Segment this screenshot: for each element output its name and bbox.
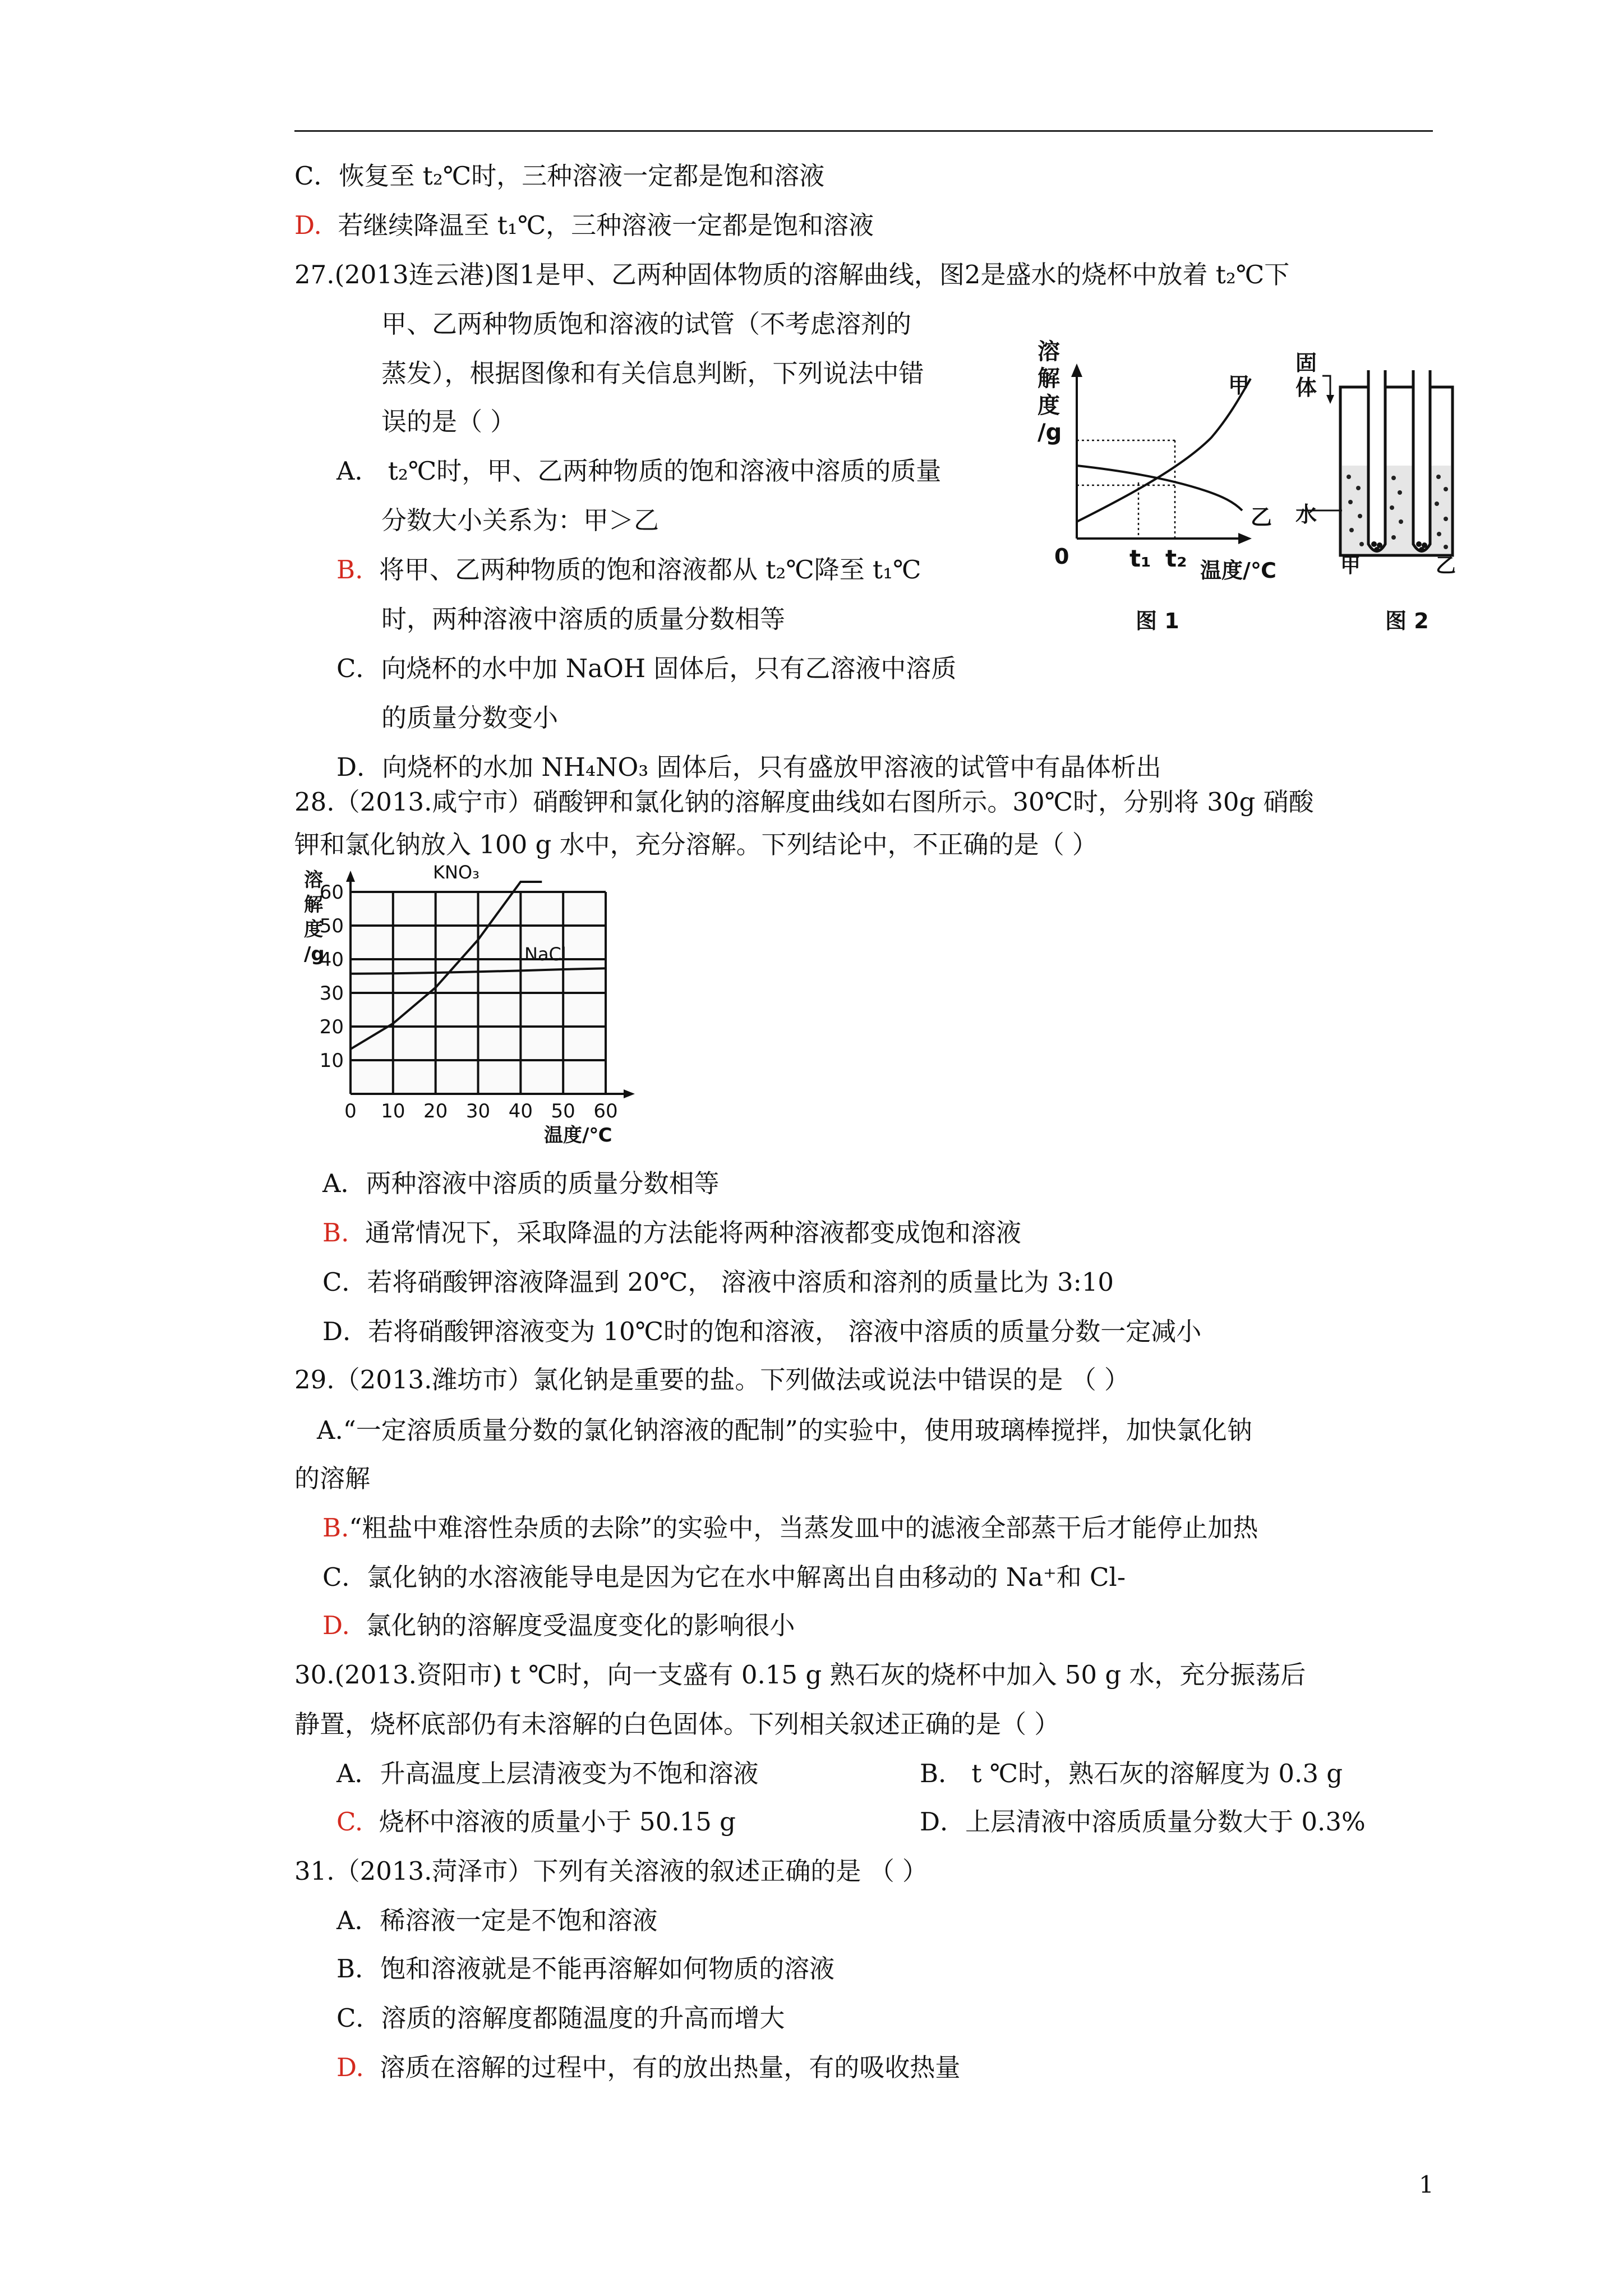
ylabel-char: 溶 <box>304 869 323 891</box>
option-text: 氯化钠的溶解度受温度变化的影响很小 <box>366 1611 795 1640</box>
fig2-pointer-head <box>1326 395 1334 404</box>
q29-option-d <box>322 1609 795 1642</box>
chart-x-arrow <box>624 1089 635 1098</box>
fig1-y-arrow <box>1071 364 1082 377</box>
answer-letter: C. <box>336 1807 363 1837</box>
answer-letter: B. <box>322 1513 349 1543</box>
page-number: 1 <box>1419 2171 1434 2198</box>
q27-stem-line2: 甲、乙两种物质饱和溶液的试管（不考虑溶剂的 <box>381 309 912 339</box>
q26-option-c: C．恢复至 t₂℃时，三种溶液一定都是饱和溶液 <box>294 161 825 191</box>
answer-letter: B. <box>336 555 363 585</box>
q27-option-b1 <box>336 553 921 587</box>
y-tick-label: 30 <box>319 982 344 1005</box>
fig1-ylabel-1: 解 <box>1038 366 1060 392</box>
q30-option-d: D．上层清液中溶质质量分数大于 0.3% <box>920 1807 1366 1837</box>
x-tick-label: 40 <box>508 1100 533 1122</box>
q27-figure-2 <box>1295 337 1475 651</box>
fig1-x-arrow <box>1238 533 1252 544</box>
ylabel-char: /g <box>304 943 325 965</box>
q28-solubility-chart <box>303 864 651 1156</box>
q31-option-d <box>336 2051 960 2085</box>
header-rule <box>294 130 1433 132</box>
option-text: 通常情况下，采取降温的方法能将两种溶液都变成饱和溶液 <box>365 1218 1021 1248</box>
chart-xlabel: 温度/℃ <box>544 1124 612 1147</box>
fig2-water: 水 <box>1295 502 1317 527</box>
q30-option-a: A．升高温度上层清液变为不饱和溶液 <box>336 1759 759 1788</box>
series-label: KNO₃ <box>433 864 479 883</box>
q31-option-b: B．饱和溶液就是不能再溶解如何物质的溶液 <box>336 1954 835 1984</box>
option-text: “粗盐中难溶性杂质的去除”的实验中，当蒸发皿中的滤液全部蒸干后才能停止加热 <box>349 1513 1258 1543</box>
q31-option-a: A．稀溶液一定是不饱和溶液 <box>336 1906 658 1935</box>
fig1-caption: 图 1 <box>1136 609 1179 633</box>
ylabel-char: 度 <box>304 918 323 941</box>
q27-stem-line1: 27.(2013连云港)图1是甲、乙两种固体物质的溶解曲线，图2是盛水的烧杯中放着 t₂℃下 <box>294 260 1290 289</box>
x-tick-label: 30 <box>465 1100 491 1122</box>
q27-option-c2: 的质量分数变小 <box>381 703 559 733</box>
fig1-xlabel: 温度/℃ <box>1200 558 1276 583</box>
fig2-yi: 乙 <box>1436 554 1456 577</box>
q27-option-a1: A． t₂℃时，甲、乙两种物质的饱和溶液中溶质的质量 <box>336 456 942 486</box>
answer-letter: B. <box>322 1218 349 1248</box>
q28-option-c: C．若将硝酸钾溶液降温到 20℃， 溶液中溶质和溶剂的质量比为 3:10 <box>322 1267 1114 1297</box>
fig1-curve-jia <box>1077 379 1251 522</box>
q27-figure-1 <box>1038 337 1329 651</box>
q27-option-b2: 时，两种溶液中溶质的质量分数相等 <box>381 604 786 634</box>
q31-option-c: C．溶质的溶解度都随温度的升高而增大 <box>336 2003 785 2033</box>
fig1-t2: t₂ <box>1165 545 1187 572</box>
q31-stem: 31.（2013.菏泽市）下列有关溶液的叙述正确的是 （ ） <box>294 1856 928 1886</box>
fig1-ylabel-0: 溶 <box>1038 339 1060 365</box>
y-tick-label: 40 <box>319 949 344 971</box>
y-tick-label: 20 <box>319 1016 344 1038</box>
x-tick-label: 50 <box>551 1100 575 1122</box>
fig1-label-jia: 甲 <box>1228 373 1250 398</box>
option-text: 若继续降温至 t₁℃，三种溶液一定都是饱和溶液 <box>338 210 874 240</box>
q29-option-a1: A.“一定溶质质量分数的氯化钠溶液的配制”的实验中，使用玻璃棒搅拌，加快氯化钠 <box>317 1415 1252 1445</box>
q29-option-c: C．氯化钠的水溶液能导电是因为它在水中解离出自由移动的 Na⁺和 Cl- <box>322 1562 1126 1592</box>
q30-option-c <box>336 1805 736 1839</box>
fig1-label-yi: 乙 <box>1251 505 1272 530</box>
q29-stem: 29.（2013.潍坊市）氯化钠是重要的盐。下列做法或说法中错误的是 （ ） <box>294 1365 1130 1395</box>
q30-option-b: B． t ℃时，熟石灰的溶解度为 0.3 g <box>920 1759 1343 1788</box>
fig1-origin: 0 <box>1054 544 1069 569</box>
tube-jia-solution <box>1370 471 1384 541</box>
q30-stem-line1: 30.(2013.资阳市) t ℃时，向一支盛有 0.15 g 熟石灰的烧杯中加入 50 g 水，充分振荡后 <box>294 1660 1306 1690</box>
fig1-ylabel-2: 度 <box>1038 393 1060 418</box>
q30-stem-line2: 静置，烧杯底部仍有未溶解的白色固体。下列相关叙述正确的是（ ） <box>294 1709 1060 1739</box>
option-text: 将甲、乙两种物质的饱和溶液都从 t₂℃降至 t₁℃ <box>379 555 921 585</box>
q27-option-a2: 分数大小关系为：甲＞乙 <box>381 505 660 535</box>
fig1-t1: t₁ <box>1129 545 1151 572</box>
x-tick-label: 0 <box>344 1100 357 1122</box>
q27-stem-line3: 蒸发），根据图像和有关信息判断，下列说法中错 <box>381 358 924 388</box>
q28-stem-line2: 钾和氯化钠放入 100 g 水中，充分溶解。下列结论中，不正确的是（ ） <box>294 830 1098 859</box>
answer-letter: D. <box>322 1611 350 1640</box>
tube-yi-solution <box>1415 471 1428 541</box>
fig2-solid-0: 固 <box>1295 351 1317 375</box>
fig2-solid-1: 体 <box>1295 375 1317 400</box>
fig2-jia: 甲 <box>1340 554 1361 577</box>
y-tick-label: 10 <box>319 1050 344 1072</box>
option-text: 溶质在溶解的过程中，有的放出热量，有的吸收热量 <box>380 2053 961 2082</box>
fig2-caption: 图 2 <box>1385 609 1429 633</box>
q28-option-b <box>322 1216 1021 1250</box>
option-text: 烧杯中溶液的质量小于 50.15 g <box>379 1807 736 1837</box>
x-tick-label: 20 <box>423 1100 448 1122</box>
q28-option-a: A．两种溶液中溶质的质量分数相等 <box>322 1168 720 1198</box>
x-tick-label: 10 <box>381 1100 405 1122</box>
q29-option-b <box>322 1511 1258 1545</box>
y-tick-label: 60 <box>319 881 344 904</box>
fig1-ylabel-3: /g <box>1038 420 1062 445</box>
beaker-water <box>1342 466 1451 554</box>
q27-option-c1: C．向烧杯的水中加 NaOH 固体后，只有乙溶液中溶质 <box>336 654 957 683</box>
ylabel-char: 解 <box>304 894 323 916</box>
answer-letter: D. <box>336 2053 364 2082</box>
q29-option-a2: 的溶解 <box>294 1464 371 1493</box>
chart-y-arrow <box>346 871 355 882</box>
q26-option-d <box>294 209 874 242</box>
q27-stem-line4: 误的是（ ） <box>381 407 516 436</box>
q27-option-d: D．向烧杯的水加 NH₄NO₃ 固体后，只有盛放甲溶液的试管中有晶体析出 <box>336 752 1161 782</box>
q28-stem-line1: 28.（2013.咸宁市）硝酸钾和氯化钠的溶解度曲线如右图所示。30℃时，分别将 30g 硝酸 <box>294 787 1314 817</box>
series-label: NaCl <box>524 944 566 965</box>
answer-letter: D. <box>294 210 322 240</box>
q28-option-d: D．若将硝酸钾溶液变为 10℃时的饱和溶液， 溶液中溶质的质量分数一定减小 <box>322 1317 1202 1346</box>
x-tick-label: 60 <box>593 1100 618 1122</box>
fig1-curve-yi <box>1077 466 1242 510</box>
y-tick-label: 50 <box>319 915 344 937</box>
